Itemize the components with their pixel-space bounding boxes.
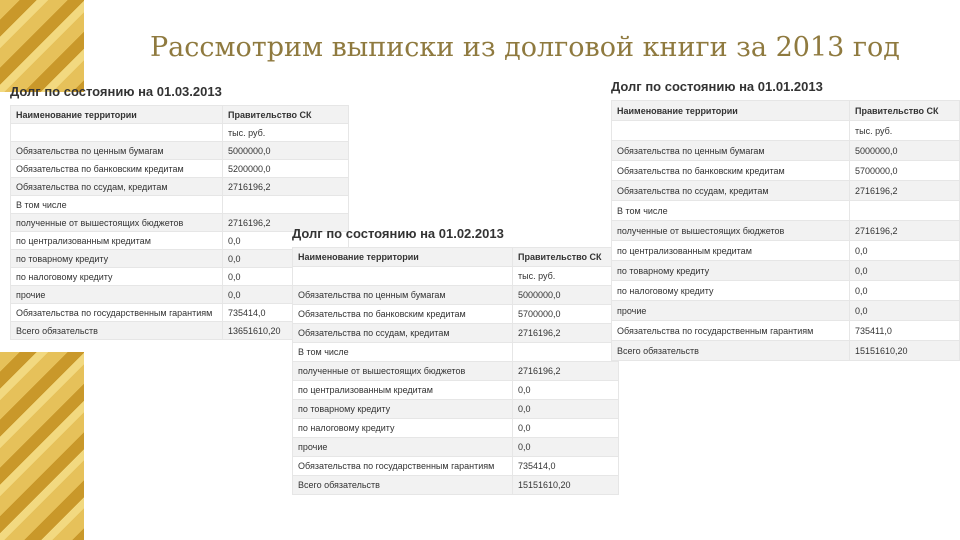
debt-table <box>292 247 619 495</box>
table-row <box>11 124 349 142</box>
row-value-cell: 5700000,0 <box>513 305 619 324</box>
table-row <box>293 476 619 495</box>
row-value-cell: 0,0 <box>513 400 619 419</box>
table-row <box>293 286 619 305</box>
table-row <box>293 305 619 324</box>
table-row <box>293 343 619 362</box>
row-label-cell: Обязательства по государственным гарантиям <box>293 457 513 476</box>
table-row <box>11 160 349 178</box>
table-row <box>612 261 960 281</box>
row-label-cell: Всего обязательств <box>293 476 513 495</box>
table-row <box>293 419 619 438</box>
row-value-cell <box>223 196 349 214</box>
row-value-cell: 0,0 <box>850 241 960 261</box>
row-value-cell: 2716196,2 <box>850 221 960 241</box>
row-label-cell <box>612 121 850 141</box>
row-value-cell: 5700000,0 <box>850 161 960 181</box>
panel-title: Долг по состоянию на 01.03.2013 <box>10 84 222 99</box>
row-value-cell: 5000000,0 <box>850 141 960 161</box>
table-row <box>612 241 960 261</box>
row-label-cell: Обязательства по государственным гарантиям <box>612 321 850 341</box>
row-value-cell <box>850 201 960 221</box>
table-row <box>612 121 960 141</box>
row-value-cell: 735414,0 <box>513 457 619 476</box>
row-value-cell: 0,0 <box>513 438 619 457</box>
decorative-currency-pattern-bottom <box>0 352 84 540</box>
row-value-cell <box>513 343 619 362</box>
decorative-currency-pattern-top <box>0 0 84 92</box>
row-value-cell: 0,0 <box>223 286 349 304</box>
row-value-cell: 5000000,0 <box>223 142 349 160</box>
row-value-cell: тыс. руб. <box>850 121 960 141</box>
table-header-row <box>293 248 619 267</box>
debt-panel-2013-01-01 <box>611 79 960 361</box>
table-row <box>293 267 619 286</box>
row-label-cell: полученные от вышестоящих бюджетов <box>612 221 850 241</box>
table-header-row <box>612 101 960 121</box>
row-value-cell: тыс. руб. <box>513 267 619 286</box>
row-label-cell: прочие <box>293 438 513 457</box>
row-value-cell: 735411,0 <box>850 321 960 341</box>
row-label-cell: В том числе <box>612 201 850 221</box>
row-label-cell <box>11 124 223 142</box>
row-label-cell: Обязательства по банковским кредитам <box>612 161 850 181</box>
header-cell-territory: Наименование территории <box>612 101 850 121</box>
table-header-row <box>11 106 349 124</box>
row-value-cell: 0,0 <box>850 281 960 301</box>
row-value-cell: 0,0 <box>513 419 619 438</box>
table-row <box>612 141 960 161</box>
debt-table <box>611 100 960 361</box>
row-label-cell: В том числе <box>11 196 223 214</box>
row-label-cell: Всего обязательств <box>11 322 223 340</box>
row-label-cell: прочие <box>612 301 850 321</box>
table-row <box>293 324 619 343</box>
row-value-cell: 0,0 <box>223 232 349 250</box>
row-label-cell: полученные от вышестоящих бюджетов <box>293 362 513 381</box>
slide-title: Рассмотрим выписки из долговой книги за 2013 год <box>150 32 900 63</box>
row-label-cell: прочие <box>11 286 223 304</box>
row-value-cell: 0,0 <box>223 268 349 286</box>
header-cell-government: Правительство СК <box>513 248 619 267</box>
row-label-cell: Всего обязательств <box>612 341 850 361</box>
debt-panel-2013-02-01 <box>292 226 619 495</box>
table-row <box>612 341 960 361</box>
table-row <box>293 457 619 476</box>
table-row <box>612 221 960 241</box>
row-label-cell: Обязательства по ценным бумагам <box>612 141 850 161</box>
row-label-cell <box>293 267 513 286</box>
header-cell-government: Правительство СК <box>850 101 960 121</box>
row-value-cell: 2716196,2 <box>223 214 349 232</box>
table-row <box>11 178 349 196</box>
table-row <box>11 142 349 160</box>
row-label-cell: по централизованным кредитам <box>612 241 850 261</box>
row-label-cell: Обязательства по ценным бумагам <box>11 142 223 160</box>
row-value-cell: 2716196,2 <box>513 324 619 343</box>
row-value-cell: тыс. руб. <box>223 124 349 142</box>
row-label-cell: по налоговому кредиту <box>11 268 223 286</box>
row-label-cell: по централизованным кредитам <box>293 381 513 400</box>
row-label-cell: Обязательства по ссудам, кредитам <box>11 178 223 196</box>
panel-title: Долг по состоянию на 01.02.2013 <box>292 226 504 241</box>
row-value-cell: 5200000,0 <box>223 160 349 178</box>
table-row <box>612 281 960 301</box>
row-value-cell: 2716196,2 <box>513 362 619 381</box>
row-label-cell: Обязательства по государственным гарантиям <box>11 304 223 322</box>
row-label-cell: Обязательства по банковским кредитам <box>11 160 223 178</box>
row-label-cell: Обязательства по ценным бумагам <box>293 286 513 305</box>
header-cell-territory: Наименование территории <box>293 248 513 267</box>
row-label-cell: по налоговому кредиту <box>293 419 513 438</box>
table-row <box>293 400 619 419</box>
table-row <box>11 196 349 214</box>
row-label-cell: по товарному кредиту <box>11 250 223 268</box>
table-row <box>293 381 619 400</box>
row-label-cell: Обязательства по ссудам, кредитам <box>293 324 513 343</box>
table-row <box>612 161 960 181</box>
row-label-cell: по налоговому кредиту <box>612 281 850 301</box>
table-row <box>612 301 960 321</box>
panel-title: Долг по состоянию на 01.01.2013 <box>611 79 823 94</box>
row-value-cell: 2716196,2 <box>850 181 960 201</box>
row-label-cell: Обязательства по ссудам, кредитам <box>612 181 850 201</box>
header-cell-territory: Наименование территории <box>11 106 223 124</box>
row-value-cell: 15151610,20 <box>513 476 619 495</box>
table-row <box>293 362 619 381</box>
row-value-cell: 0,0 <box>223 250 349 268</box>
row-value-cell: 0,0 <box>850 301 960 321</box>
row-value-cell: 13651610,20 <box>223 322 349 340</box>
row-value-cell: 2716196,2 <box>223 178 349 196</box>
row-value-cell: 15151610,20 <box>850 341 960 361</box>
row-label-cell: полученные от вышестоящих бюджетов <box>11 214 223 232</box>
table-row <box>612 201 960 221</box>
table-row <box>612 321 960 341</box>
table-row <box>612 181 960 201</box>
row-value-cell: 5000000,0 <box>513 286 619 305</box>
row-value-cell: 735414,0 <box>223 304 349 322</box>
row-label-cell: Обязательства по банковским кредитам <box>293 305 513 324</box>
header-cell-government: Правительство СК <box>223 106 349 124</box>
row-label-cell: по централизованным кредитам <box>11 232 223 250</box>
row-value-cell: 0,0 <box>850 261 960 281</box>
row-label-cell: по товарному кредиту <box>293 400 513 419</box>
row-label-cell: по товарному кредиту <box>612 261 850 281</box>
row-label-cell: В том числе <box>293 343 513 362</box>
row-value-cell: 0,0 <box>513 381 619 400</box>
table-row <box>293 438 619 457</box>
